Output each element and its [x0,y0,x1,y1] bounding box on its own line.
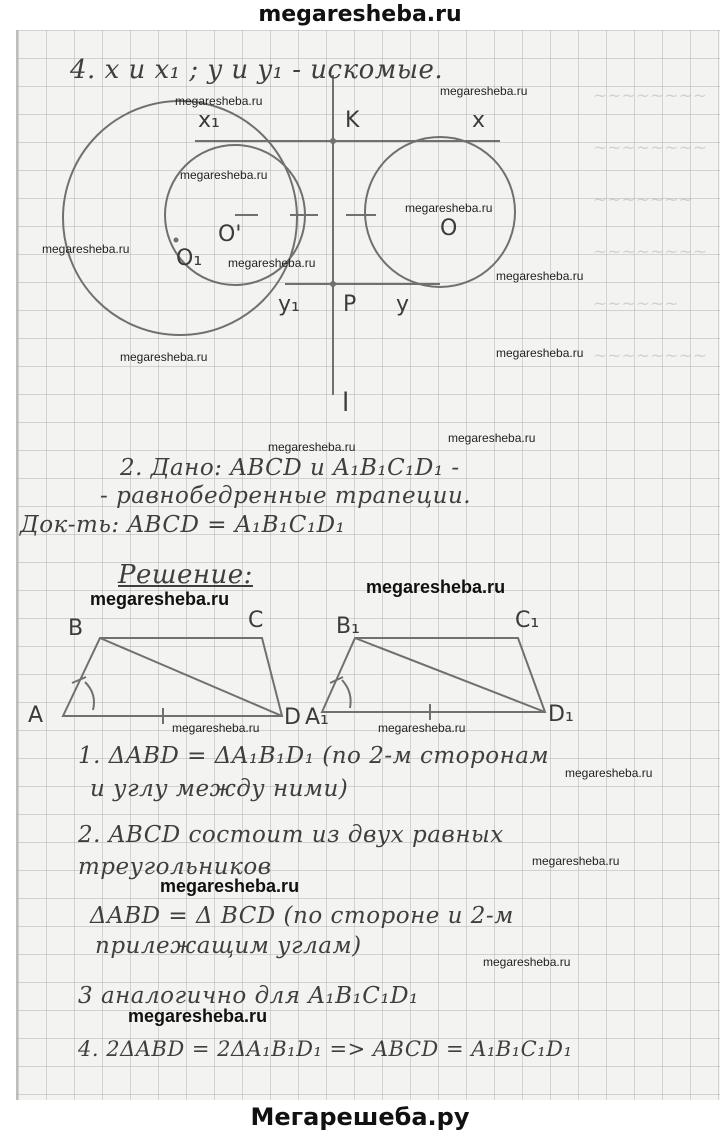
label-l: l [342,388,350,418]
point-p [330,281,336,287]
watermark: megaresheba.ru [228,256,316,270]
step-4: 4. 2ΔABD = 2ΔA₁B₁D₁ => ABCD = A₁B₁C₁D₁ [78,1037,573,1061]
label-x: x [472,108,486,133]
label-a: A [28,703,44,728]
bleed-through-text: ~~~~~~~~ ~~~~~~~~ ~~~~~~~ ~~~~~~~~ ~~~~~~ ~~~~~~~~ [593,86,707,366]
circle-o1 [63,101,297,335]
watermark: megaresheba.ru [440,84,528,98]
watermark-bold: megaresheba.ru [160,876,300,896]
point-k [330,138,336,144]
label-c: C [248,608,264,633]
watermark: megaresheba.ru [175,94,263,108]
label-o1: O₁ [176,246,203,271]
watermark: megaresheba.ru [378,721,466,735]
watermark-bold: megaresheba.ru [128,1006,268,1026]
step-1b: и углу между ними) [90,776,349,802]
label-c1: C₁ [515,608,540,633]
site-header[interactable]: megaresheba.ru [258,2,462,27]
watermark: megaresheba.ru [448,431,536,445]
watermark: megaresheba.ru [268,440,356,454]
task2-given-line1: 2. Дано: ABCD и A₁B₁C₁D₁ - [120,455,460,481]
label-o-prime: O' [218,222,242,247]
diagonal-bd [100,638,282,716]
point-o1 [174,238,179,243]
label-a1: A₁ [305,705,329,730]
label-d: D [284,705,301,730]
angle-mark-a1 [342,680,351,708]
label-y: y [396,292,410,317]
watermark: megaresheba.ru [180,168,268,182]
solution-title: Решение: [118,560,253,590]
angle-mark-a [85,682,94,710]
label-b: B [68,616,84,641]
step-1a: 1. ΔABD = ΔA₁B₁D₁ (по 2-м сторонам [78,743,550,769]
step-2a: 2. ABCD состоит из двух равных [78,822,504,848]
label-k: K [345,108,360,133]
label-o: O [440,216,458,241]
label-p: P [343,292,357,317]
site-footer[interactable]: Мегарешеба.ру [250,1103,470,1131]
task2-prove: Док-ть: ABCD = A₁B₁C₁D₁ [20,512,346,538]
watermark: megaresheba.ru [496,346,584,360]
watermark: megaresheba.ru [42,242,130,256]
watermark: megaresheba.ru [496,269,584,283]
watermark: megaresheba.ru [565,766,653,780]
step-3: 3 аналогично для A₁B₁C₁D₁ [78,983,419,1009]
watermark-bold: megaresheba.ru [366,577,506,597]
step-2c: ΔABD = Δ BCD (по стороне и 2-м [90,903,514,929]
trapezoid-a1b1c1d1 [322,638,545,712]
trapezoid-abcd [63,638,282,716]
watermark: megaresheba.ru [532,854,620,868]
label-x1: x₁ [198,108,220,133]
step-2d: прилежащим углам) [95,933,362,959]
step-2b: треугольников [78,854,272,880]
watermark: megaresheba.ru [483,955,571,969]
watermark: megaresheba.ru [120,350,208,364]
task4-statement: 4. x и x₁ ; y и y₁ - искомые. [70,55,444,85]
watermark: megaresheba.ru [172,721,260,735]
label-d1: D₁ [548,702,574,727]
label-y1: y₁ [278,292,300,317]
watermark: megaresheba.ru [405,201,493,215]
task2-given-line2: - равнобедренные трапеции. [100,483,472,509]
diagonal-b1d1 [355,638,545,712]
label-b1: B₁ [336,614,360,639]
watermark-bold: megaresheba.ru [90,589,230,609]
